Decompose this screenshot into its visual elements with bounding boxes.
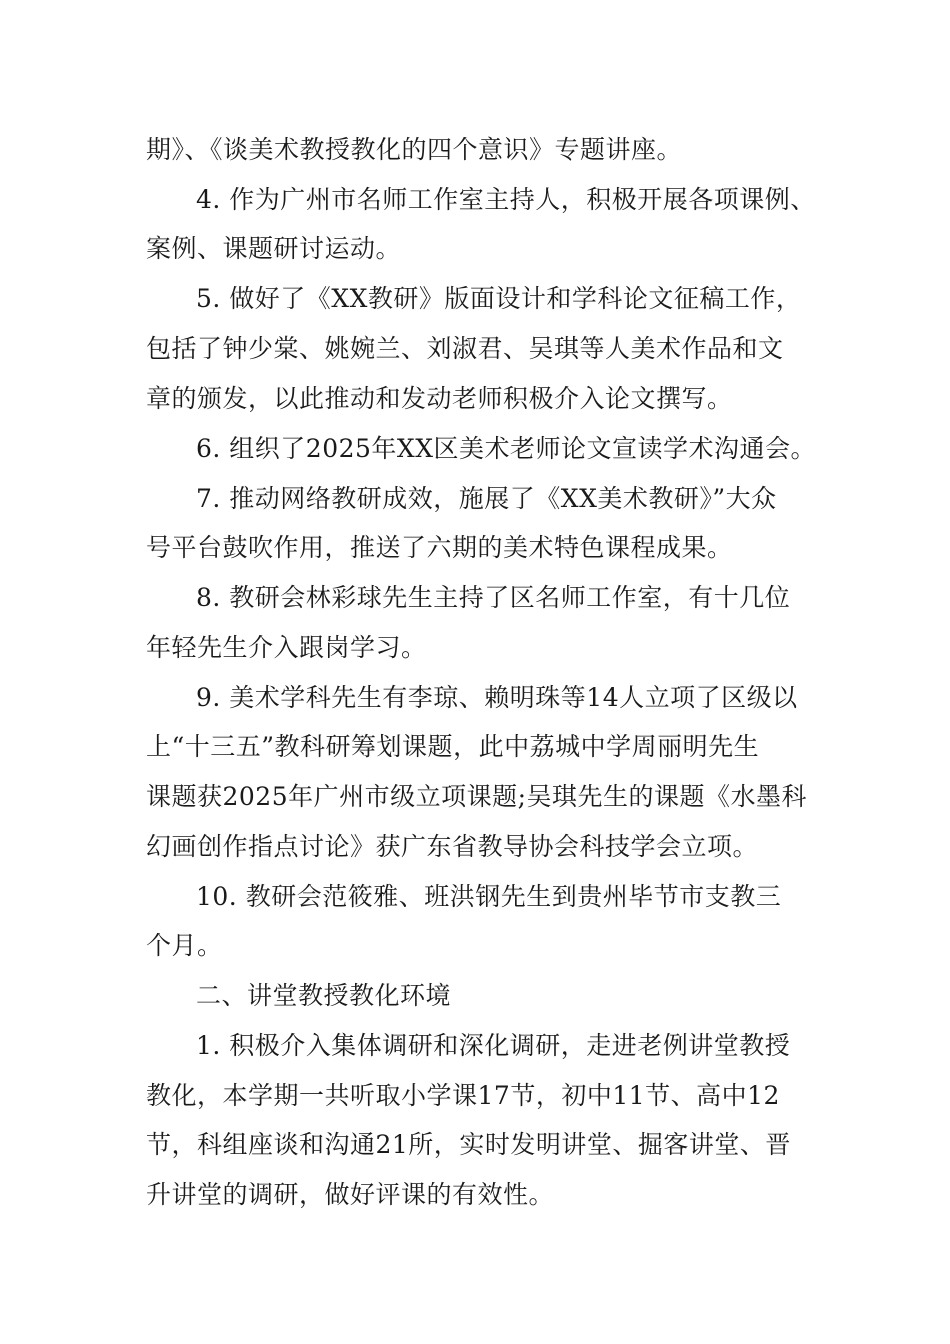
- text-line: 年轻先生介入跟岗学习。: [146, 633, 427, 662]
- text-line: 5. 做好了《XX教研》版面设计和学科论文征稿工作，: [196, 284, 802, 313]
- text-line: 号平台鼓吹作用，推送了六期的美术特色课程成果。: [146, 533, 733, 562]
- text-line: 7. 推动网络教研成效，施展了《XX美术教研》”大众: [196, 484, 777, 513]
- text-line: 4. 作为广州市名师工作室主持人，积极开展各项课例、: [196, 185, 816, 214]
- text-line: 案例、课题研讨运动。: [146, 234, 402, 263]
- text-line: 包括了钟少棠、姚婉兰、刘淑君、吴琪等人美术作品和文: [146, 334, 784, 363]
- text-line: 9. 美术学科先生有李琼、赖明珠等14人立项了区级以: [196, 683, 798, 712]
- text-line: 教化，本学期一共听取小学课17节，初中11节、高中12: [146, 1081, 780, 1110]
- section-heading: 二、讲堂教授教化环境: [196, 981, 452, 1010]
- text-line: 幻画创作指点讨论》获广东省教导协会科技学会立项。: [146, 832, 759, 861]
- text-line: 升讲堂的调研，做好评课的有效性。: [146, 1180, 555, 1209]
- text-line: 8. 教研会林彩球先生主持了区名师工作室，有十几位: [196, 583, 791, 612]
- text-line: 1. 积极介入集体调研和深化调研，走进老例讲堂教授: [196, 1031, 791, 1060]
- text-line: 期》、《谈美术教授教化的四个意识》专题讲座。: [146, 135, 683, 164]
- text-line: 节，科组座谈和沟通21所，实时发明讲堂、掘客讲堂、晋: [146, 1130, 791, 1159]
- text-line: 个月。: [146, 931, 223, 960]
- text-line: 上“十三五”教科研筹划课题，此中荔城中学周丽明先生: [146, 732, 760, 761]
- text-line: 10. 教研会范筱雅、班洪钢先生到贵州毕节市支教三: [196, 882, 782, 911]
- text-line: 课题获2025年广州市级立项课题;吴琪先生的课题《水墨科: [146, 782, 808, 811]
- text-line: 6. 组织了2025年XX区美术老师论文宣读学术沟通会。: [196, 434, 817, 463]
- text-line: 章的颁发，以此推动和发动老师积极介入论文撰写。: [146, 384, 733, 413]
